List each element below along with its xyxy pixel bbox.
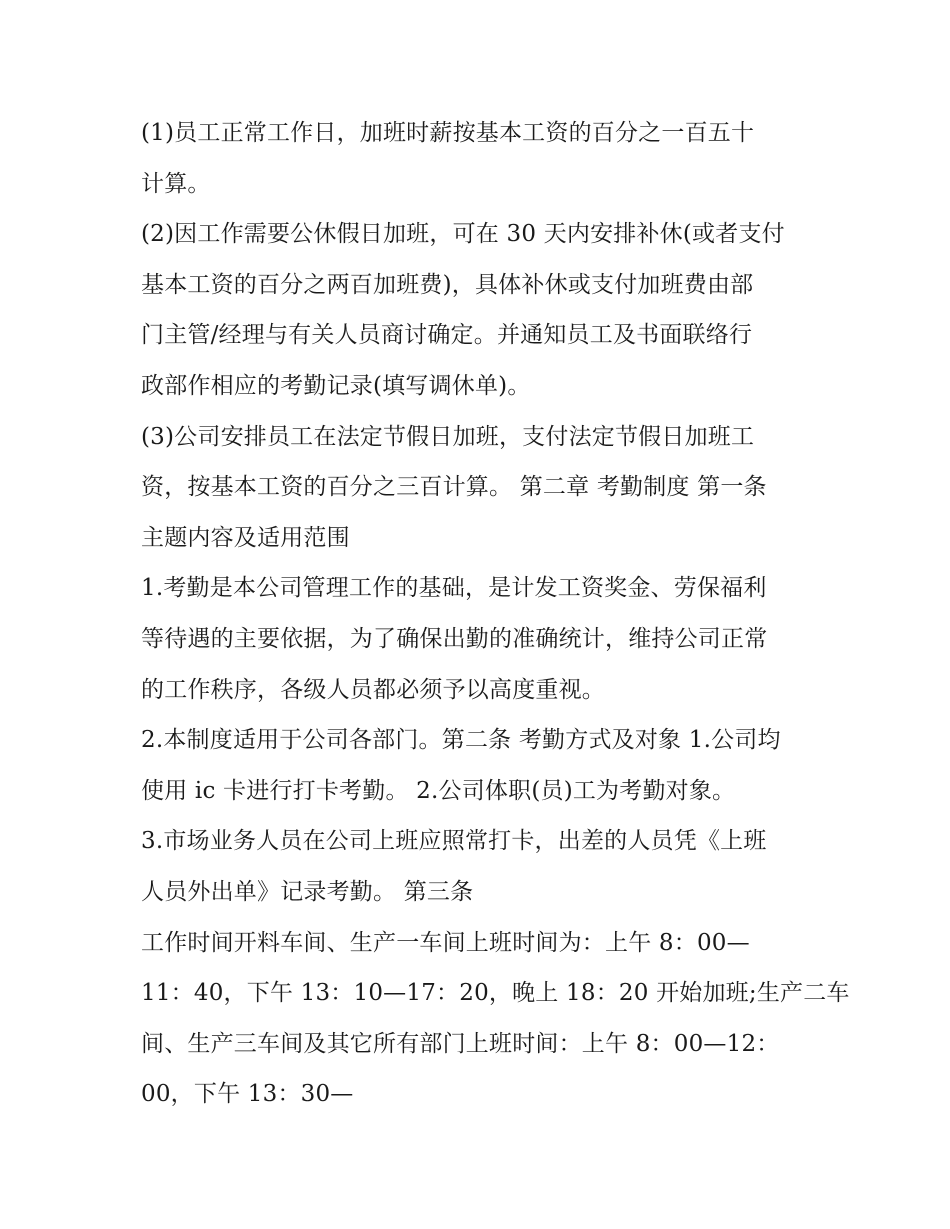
- text-line: 门主管/经理与有关人员商讨确定。并通知员工及书面联络行: [141, 322, 753, 349]
- text-line: 等待遇的主要依据，为了确保出勤的准确统计，维持公司正常: [141, 625, 768, 652]
- text-line: 间、生产三车间及其它所有部门上班时间：上午 8：00—12：: [141, 1030, 780, 1057]
- text-line: 主题内容及适用范围: [141, 524, 350, 551]
- text-line: 2.本制度适用于公司各部门。第二条 考勤方式及对象 1.公司均: [141, 727, 781, 754]
- text-line: 3.市场业务人员在公司上班应照常打卡，出差的人员凭《上班: [141, 828, 767, 855]
- text-line: 1.考勤是本公司管理工作的基础，是计发工资奖金、劳保福利: [141, 575, 767, 602]
- text-line: (1)员工正常工作日，加班时薪按基本工资的百分之一百五十: [141, 120, 755, 146]
- text-line: 的工作秩序，各级人员都必须予以高度重视。: [141, 676, 605, 703]
- text-line: 工作时间开料车间、生产一车间上班时间为：上午 8：00—: [141, 929, 750, 956]
- text-line: (3)公司安排员工在法定节假日加班，支付法定节假日加班工: [141, 423, 755, 450]
- text-line: 政部作相应的考勤记录(填写调休单)。: [141, 372, 531, 399]
- text-line: 基本工资的百分之两百加班费)，具体补休或支付加班费由部: [141, 271, 754, 298]
- text-line: 11：40，下午 13：10—17：20，晚上 18：20 开始加班;生产二车: [141, 980, 850, 1007]
- text-line: 计算。: [141, 170, 211, 197]
- text-line: 00，下午 13：30—: [141, 1081, 354, 1108]
- text-line: (2)因工作需要公休假日加班，可在 30 天内安排补休(或者支付: [141, 221, 785, 248]
- document-body: [141, 108, 850, 1120]
- text-line: 人员外出单》记录考勤。 第三条: [141, 878, 474, 905]
- text-line: 资，按基本工资的百分之三百计算。 第二章 考勤制度 第一条: [141, 474, 767, 501]
- text-line: 使用 ic 卡进行打卡考勤。 2.公司体职(员)工为考勤对象。: [141, 777, 736, 804]
